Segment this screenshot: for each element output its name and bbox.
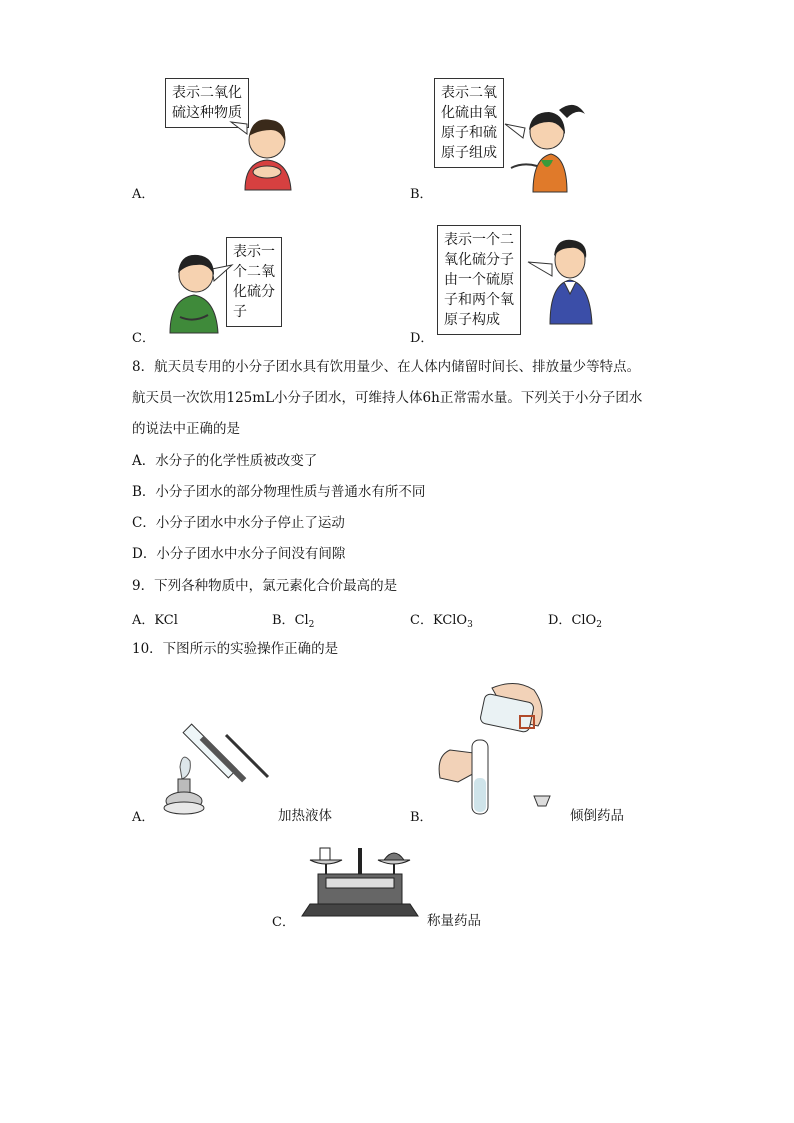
man-character-icon <box>540 232 600 327</box>
option-letter: B． <box>410 187 433 202</box>
option-a <box>132 609 178 628</box>
formula-subscript: 2 <box>596 620 602 630</box>
caption: 称量药品 <box>427 913 481 929</box>
option-a: A．水分子的化学性质被改变了 <box>132 453 318 469</box>
formula-subscript: 3 <box>467 620 473 630</box>
speech-bubble: 表示二氧化 硫这种物质 <box>165 78 249 128</box>
question-stem-line: 航天员一次饮用125mL小分子团水，可维持人体6h正常需水量。下列关于小分子团水 <box>132 390 643 406</box>
caption: 倾倒药品 <box>570 808 624 824</box>
speech-bubble: 表示一 个二氧 化硫分 子 <box>226 237 282 327</box>
option-b: B．小分子团水的部分物理性质与普通水有所不同 <box>132 484 426 500</box>
formula: ClO <box>571 613 597 628</box>
boy-character-icon <box>160 245 230 335</box>
option-letter: A． <box>132 810 155 825</box>
option-b <box>272 609 314 630</box>
option-c <box>410 609 473 630</box>
option-letter: B． <box>272 613 295 628</box>
balance-scale-icon <box>300 840 420 918</box>
heating-liquid-apparatus-icon <box>160 705 270 820</box>
option-letter: D． <box>410 331 434 346</box>
question-stem-line: 8．航天员专用的小分子团水具有饮用量少、在人体内储留时间长、排放量少等特点。 <box>132 359 641 375</box>
option-letter: B． <box>410 810 433 825</box>
question-stem: 10．下图所示的实验操作正确的是 <box>132 641 339 657</box>
formula-subscript: 2 <box>308 620 315 630</box>
formula: KClO <box>432 613 468 628</box>
formula: Cl <box>294 613 309 628</box>
option-letter: A． <box>132 187 155 202</box>
caption: 加热液体 <box>278 808 332 824</box>
option-d <box>548 609 602 630</box>
question-stem: 9．下列各种物质中，氯元素化合价最高的是 <box>132 578 398 594</box>
formula: KCl <box>154 613 178 628</box>
pouring-liquid-apparatus-icon <box>430 670 560 820</box>
option-d: D．小分子团水中水分子间没有间隙 <box>132 546 346 562</box>
option-letter: D． <box>548 613 572 628</box>
girl-character-icon <box>505 100 595 195</box>
option-letter: A． <box>132 613 155 628</box>
option-letter: C． <box>410 613 433 628</box>
question-stem-line: 的说法中正确的是 <box>132 421 240 437</box>
boy-character-icon <box>235 110 305 190</box>
speech-bubble: 表示二氧 化硫由氧 原子和硫 原子组成 <box>434 78 504 168</box>
speech-bubble: 表示一个二 氧化硫分子 由一个硫原 子和两个氧 原子构成 <box>437 225 521 335</box>
option-letter: C． <box>132 331 155 346</box>
option-c: C．小分子团水中水分子停止了运动 <box>132 515 345 531</box>
option-letter: C． <box>272 915 295 930</box>
